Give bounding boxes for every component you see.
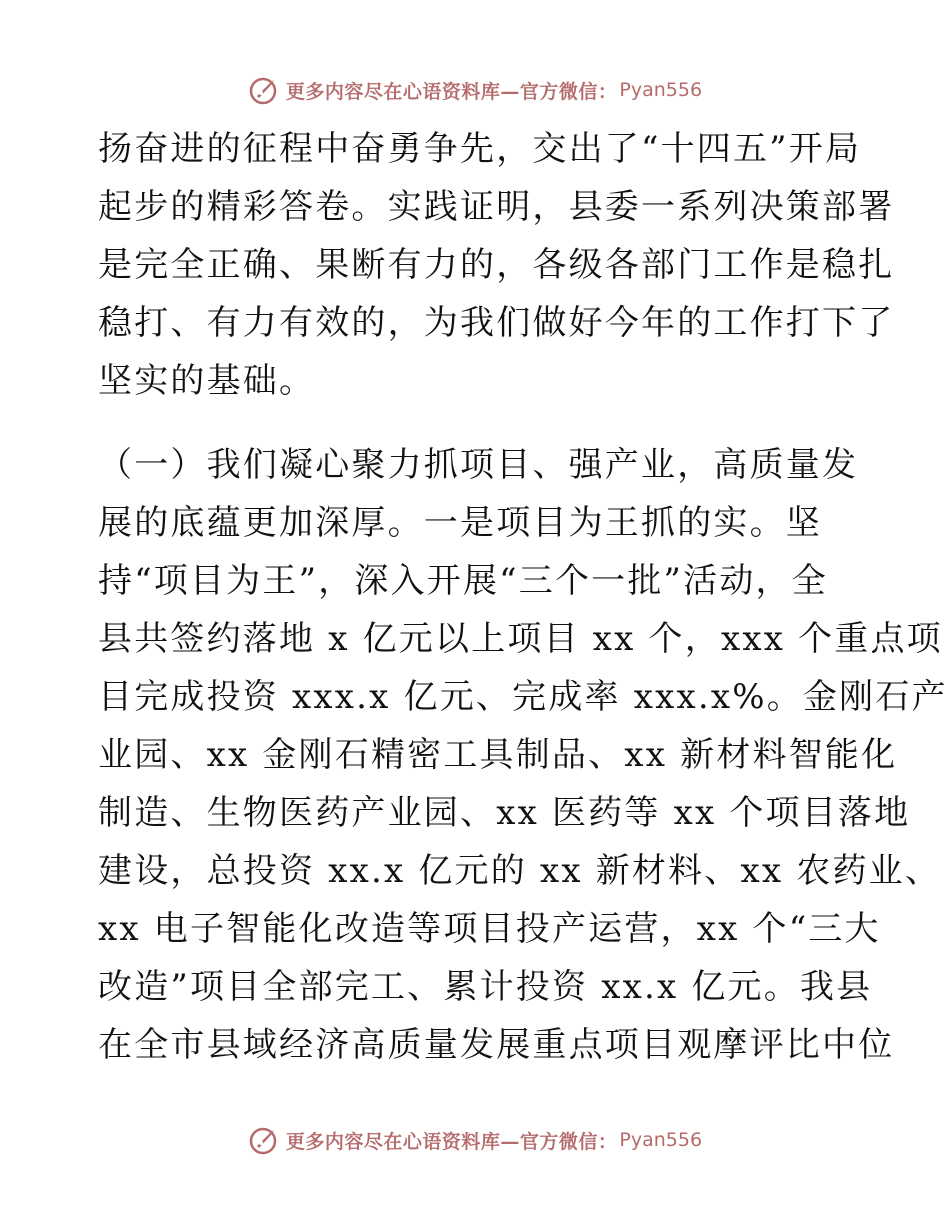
document-body [98, 120, 948, 1074]
text-line: 改造”项目全部完工、累计投资 xx.x 亿元。我县 [98, 967, 873, 1007]
text-line: 展的底蕴更加深厚。一是项目为王抓的实。坚 [98, 503, 822, 543]
watermark-wechat-id: Pyan556 [619, 1129, 703, 1151]
text-line: 建设，总投资 xx.x 亿元的 xx 新材料、xx 农药业、 [98, 851, 942, 891]
watermark-wechat-id: Pyan556 [619, 79, 703, 101]
text-line: 制造、生物医药产业园、xx 医药等 xx 个项目落地 [98, 793, 911, 833]
pen-logo-icon [248, 74, 280, 106]
watermark-text: 更多内容尽在心语资料库—官方微信： [285, 1130, 618, 1153]
text-line: 坚实的基础。 [98, 361, 316, 401]
text-line: 目完成投资 xxx.x 亿元、完成率 xxx.x%。金刚石产 [98, 677, 948, 717]
text-line: 稳打、有力有效的，为我们做好今年的工作打下了 [98, 303, 895, 343]
text-line: 扬奋进的征程中奋勇争先，交出了“十四五”开局 [98, 129, 862, 169]
watermark-text: 更多内容尽在心语资料库—官方微信： [285, 80, 618, 103]
text-line: 是完全正确、果断有力的，各级各部门工作是稳扎 [98, 245, 895, 285]
footer-watermark [0, 1120, 950, 1160]
text-line: 业园、xx 金刚石精密工具制品、xx 新材料智能化 [98, 735, 898, 775]
text-line: 在全市县域经济高质量发展重点项目观摩评比中位 [98, 1025, 895, 1065]
pen-logo-icon [248, 1124, 280, 1156]
text-line: （一）我们凝心聚力抓项目、强产业，高质量发 [98, 445, 859, 485]
text-line: 持“项目为王”，深入开展“三个一批”活动，全 [98, 561, 828, 601]
text-line: 县共签约落地 x 亿元以上项目 xx 个，xxx 个重点项 [98, 619, 943, 659]
header-watermark [0, 70, 950, 110]
paragraph-1 [98, 120, 895, 410]
text-line: xx 电子智能化改造等项目投产运营，xx 个“三大 [98, 909, 881, 949]
text-line: 起步的精彩答卷。实践证明，县委一系列决策部署 [98, 187, 895, 227]
paragraph-2 [98, 436, 948, 1074]
